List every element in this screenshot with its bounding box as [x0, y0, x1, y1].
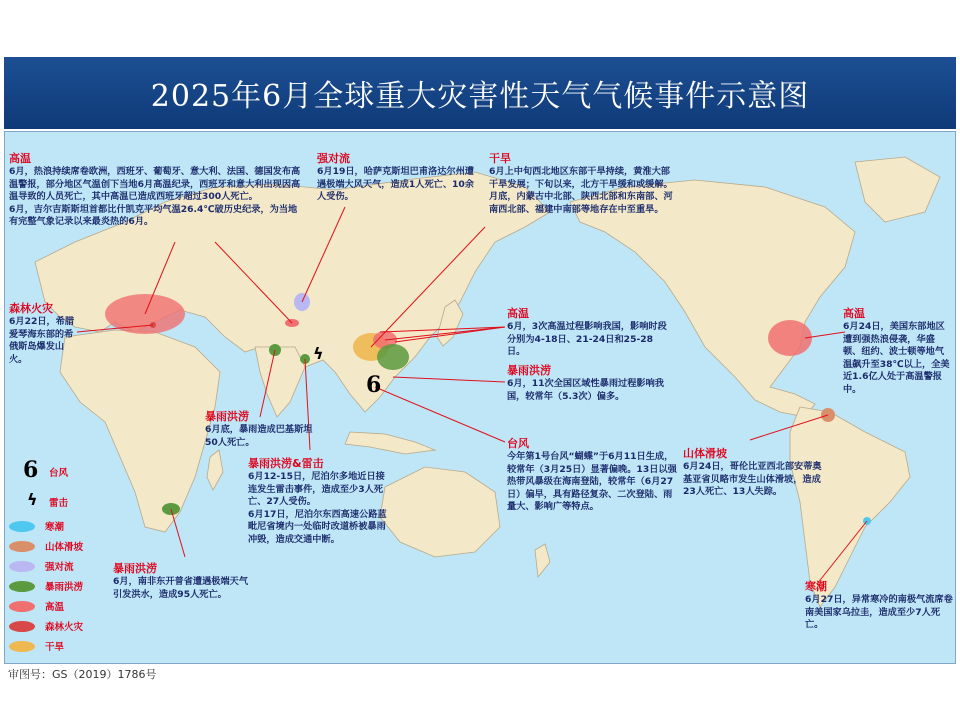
note-heading: 暴雨洪涝	[507, 364, 551, 377]
land-indonesia	[345, 432, 435, 454]
legend-typhoon-symbol: 6	[23, 457, 39, 483]
note-text: 6月上中旬西北地区东部干旱持续，黄淮大部干旱发展；下旬以来，北方干旱缓和或缓解。月底，内蒙古中北部、陕西北部和东南部、河南西北部、福建中南部等地存在中至重旱。	[489, 166, 673, 215]
note-heading: 台风	[507, 437, 529, 450]
note-europe-heat	[9, 152, 305, 229]
china-flood-zone	[377, 344, 409, 370]
legend-lightning-label: 雷击	[49, 498, 69, 509]
legend-swatch	[9, 621, 35, 632]
note-heading: 暴雨洪涝&雷击	[248, 457, 324, 470]
note-heading: 暴雨洪涝	[113, 562, 157, 575]
note-text: 今年第1号台风“蝴蝶”于6月11日生成，较常年（3月25日）显著偏晚。13日以强热带风暴级在海南登陆，较常年（6月27日）偏早，具有路径复杂、二次登陆、雨量大、影响广等特点。	[507, 451, 677, 512]
legend-item	[9, 639, 109, 653]
note-heading: 强对流	[317, 152, 350, 165]
legend-label: 强对流	[45, 562, 74, 573]
note-china-drought	[489, 152, 679, 216]
note-text: 6月24日，美国东部地区遭到强热浪侵袭，华盛顿、纽约、波士顿等地气温飙升至38℃以上，全美近1.6亿人处于高温警报中。	[843, 321, 950, 395]
note-pakistan-flood	[205, 410, 315, 449]
leader-safrica-flood	[171, 509, 185, 557]
legend-item	[9, 539, 109, 553]
legend-item	[9, 579, 109, 593]
note-heading: 高温	[9, 152, 31, 165]
note-samerica-cold	[805, 580, 953, 632]
map-approval-number: 审图号：GS（2019）1786号	[8, 668, 157, 681]
legend-label: 山体滑坡	[45, 542, 84, 553]
legend-item	[9, 559, 109, 573]
note-colombia-landslide	[683, 447, 825, 499]
legend-swatch	[9, 601, 35, 612]
legend-label: 寒潮	[45, 522, 65, 533]
legend-item	[9, 619, 109, 633]
land-australia	[380, 467, 500, 557]
typhoon-marker: 6	[366, 372, 382, 398]
note-heading: 寒潮	[805, 580, 827, 593]
legend-swatch	[9, 641, 35, 652]
note-china-flood	[507, 364, 672, 403]
land-madagascar	[207, 450, 223, 490]
note-text: 6月底，暴雨造成巴基斯坦50人死亡。	[205, 424, 313, 448]
note-text: 6月，11次全国区域性暴雨过程影响我国，较常年（5.3次）偏多。	[507, 378, 664, 402]
note-text: 6月27日，异常寒冷的南极气流席卷南美国家乌拉圭，造成至少7人死亡。	[805, 594, 953, 630]
leader-typhoon	[375, 387, 505, 442]
note-heading: 森林火灾	[9, 302, 53, 315]
legend-swatch	[9, 521, 35, 532]
legend-label: 森林火灾	[45, 622, 84, 633]
note-typhoon	[507, 437, 677, 514]
note-heading: 高温	[507, 307, 529, 320]
map-title: 2025年6月全球重大灾害性天气气候事件示意图	[4, 57, 956, 129]
legend-label: 高温	[45, 602, 65, 613]
legend-item	[9, 599, 109, 613]
lightning-marker: ϟ	[313, 344, 324, 363]
legend-label: 暴雨洪涝	[45, 582, 84, 593]
note-text: 6月19日，哈萨克斯坦巴甫洛达尔州遭遇极端大风天气，造成1人死亡、10余人受伤。	[317, 166, 474, 202]
land-greenland	[855, 157, 940, 222]
legend-swatch	[9, 561, 35, 572]
legend-swatch	[9, 541, 35, 552]
note-text: 6月，热浪持续席卷欧洲，西班牙、葡萄牙、意大利、法国、德国发布高温警报，部分地区气温创下当地6月高温纪录，西班牙和意大利出现因高温导致的人员死亡，其中高温已造成西班牙超过300人死亡。 6月，吉尔吉斯斯坦首都比什凯克平均气温26.4℃破历史纪录，为当地有完整气象记录以来最炎热的6月。	[9, 166, 301, 227]
note-usa-heat	[843, 307, 953, 396]
note-text: 6月，3次高温过程影响我国，影响时段分别为4-18日、21-24日和25-28日。	[507, 321, 667, 357]
world-map	[4, 131, 956, 664]
legend-typhoon-label: 台风	[49, 468, 69, 479]
leader-china-flood	[393, 377, 505, 382]
land-south-america	[790, 407, 910, 607]
note-china-heat	[507, 307, 667, 359]
note-text: 6月，南非东开普省遭遇极端天气引发洪水，造成95人死亡。	[113, 576, 249, 600]
note-text: 6月24日，哥伦比亚西北部安蒂奥基亚省贝略市发生山体滑坡，造成23人死亡、13人失踪。	[683, 461, 822, 497]
note-greece-fire	[9, 302, 79, 366]
note-heading: 高温	[843, 307, 865, 320]
note-heading: 山体滑坡	[683, 447, 727, 460]
legend-swatch	[9, 581, 35, 592]
legend-item	[9, 519, 109, 533]
note-safrica-flood	[113, 562, 253, 601]
land-newzealand	[535, 544, 550, 577]
note-heading: 暴雨洪涝	[205, 410, 249, 423]
legend-lightning-symbol: ϟ	[27, 490, 38, 509]
note-text: 6月12-15日，尼泊尔多地近日接连发生雷击事件，造成至少3人死亡、27人受伤。 6月17日，尼泊尔东西高速公路蓝毗尼省境内一处临时改道桥被暴雨冲毁，造成交通中断。	[248, 471, 387, 545]
note-kazakh-convective	[317, 152, 477, 204]
legend	[9, 457, 109, 662]
note-heading: 干旱	[489, 152, 511, 165]
note-text: 6月22日，希腊爱琴海东部的希俄斯岛爆发山火。	[9, 316, 75, 365]
note-nepal-flood-lightning	[248, 457, 388, 546]
legend-label: 干旱	[45, 642, 65, 653]
